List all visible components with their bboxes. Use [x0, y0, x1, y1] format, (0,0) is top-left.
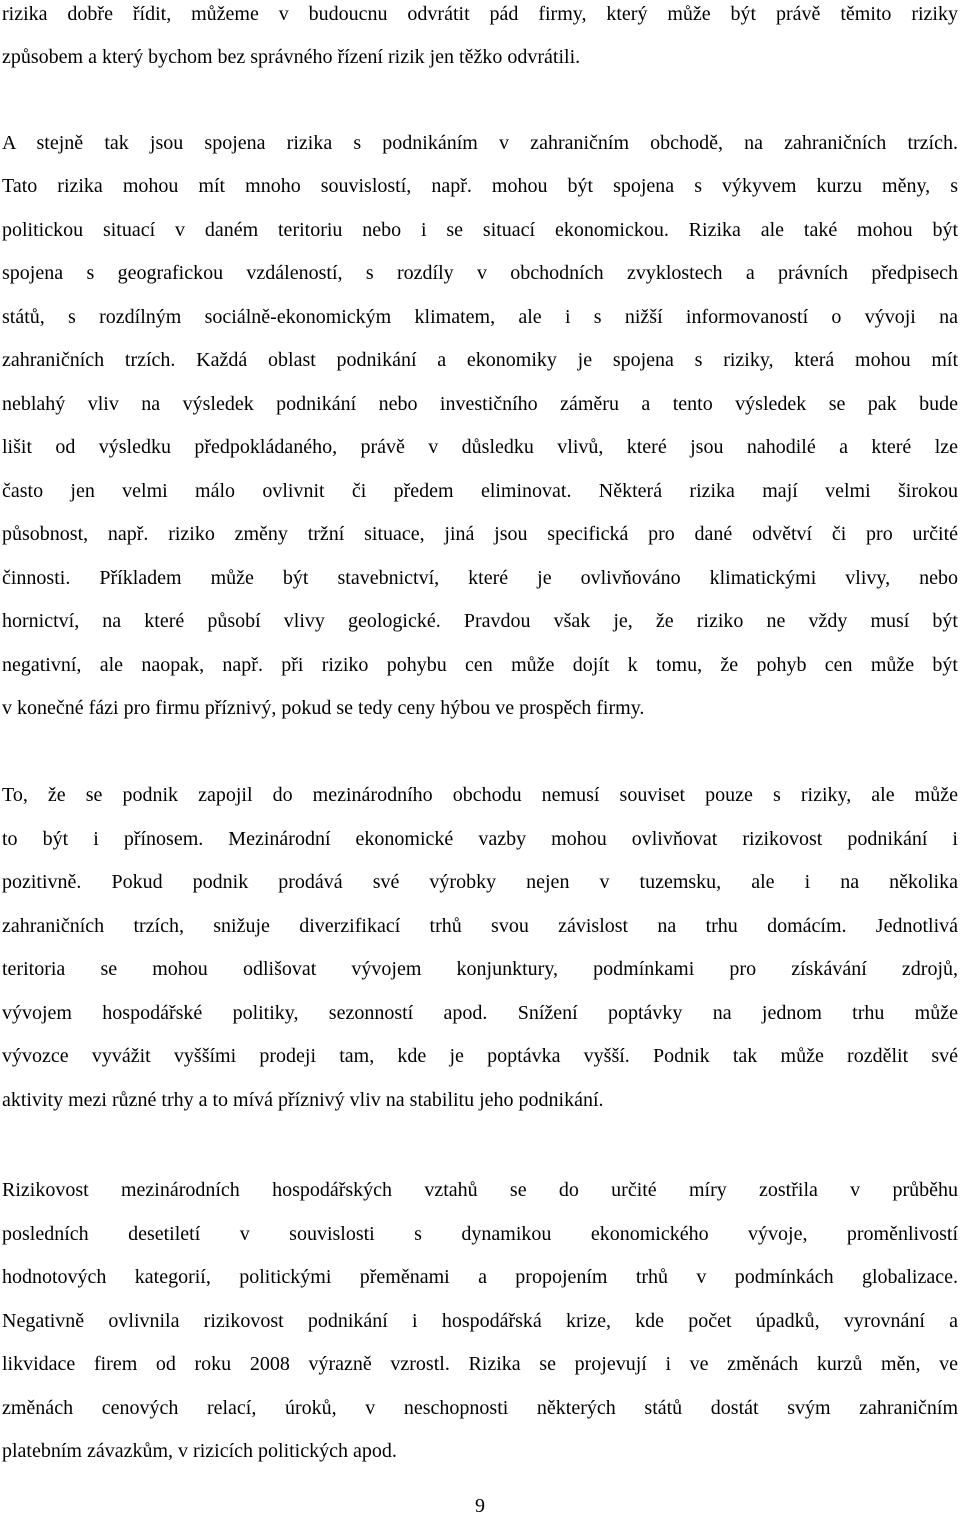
text-line: Rizikovost mezinárodních hospodářských vztahů se do určité míry zostřila v průběhu	[2, 1179, 958, 1201]
text-line: pozitivně. Pokud podnik prodává své výrobky nejen v tuzemsku, ale i na několika	[2, 871, 958, 893]
text-line: aktivity mezi různé trhy a to mívá příznivý vliv na stabilitu jeho podnikání.	[2, 1089, 604, 1111]
text-line: lišit od výsledku předpokládaného, právě v důsledku vlivů, které jsou nahodilé a které lze	[2, 436, 958, 458]
text-line: teritoria se mohou odlišovat vývojem konjunktury, podmínkami pro získávání zdrojů,	[2, 958, 958, 980]
text-line: platebním závazkům, v rizicích politických apod.	[2, 1440, 397, 1462]
text-line: A stejně tak jsou spojena rizika s podnikáním v zahraničním obchodě, na zahraničních trzích.	[2, 132, 958, 154]
text-line: rizika dobře řídit, můžeme v budoucnu odvrátit pád firmy, který může být právě těmito riziky	[2, 3, 958, 25]
text-line: neblahý vliv na výsledek podnikání nebo investičního záměru a tento výsledek se pak bude	[2, 393, 958, 415]
text-line: hodnotových kategorií, politickými přeměnami a propojením trhů v podmínkách globalizace.	[2, 1266, 958, 1288]
text-line: posledních desetiletí v souvislosti s dynamikou ekonomického vývoje, proměnlivostí	[2, 1223, 958, 1245]
text-line: v konečné fázi pro firmu příznivý, pokud se tedy ceny hýbou ve prospěch firmy.	[2, 697, 645, 719]
text-line: často jen velmi málo ovlivnit či předem eliminovat. Některá rizika mají velmi širokou	[2, 480, 958, 502]
text-line: Tato rizika mohou mít mnoho souvislostí, např. mohou být spojena s výkyvem kurzu měny, s	[2, 175, 958, 197]
text-line: hornictví, na které působí vlivy geologické. Pravdou však je, že riziko ne vždy musí být	[2, 610, 958, 632]
text-line: vývozce vyvážit vyššími prodeji tam, kde je poptávka vyšší. Podnik tak může rozdělit své	[2, 1045, 958, 1067]
text-line: vývojem hospodářské politiky, sezonností apod. Snížení poptávky na jednom trhu může	[2, 1002, 958, 1024]
text-line: změnách cenových relací, úroků, v neschopnosti některých států dostát svým zahraničním	[2, 1397, 958, 1419]
text-line: spojena s geografickou vzdáleností, s rozdíly v obchodních zvyklostech a právních předpisech	[2, 262, 958, 284]
text-line: činnosti. Příkladem může být stavebnictví, které je ovlivňováno klimatickými vlivy, nebo	[2, 567, 958, 589]
text-line: působnost, např. riziko změny tržní situace, jiná jsou specifická pro dané odvětví či pro určité	[2, 523, 958, 545]
text-line: politickou situací v daném teritoriu nebo i se situací ekonomickou. Rizika ale také mohou být	[2, 219, 958, 241]
text-line: likvidace firem od roku 2008 výrazně vzrostl. Rizika se projevují i ve změnách kurzů měn, ve	[2, 1353, 958, 1375]
text-line: zahraničních trzích. Každá oblast podnikání a ekonomiky je spojena s riziky, která mohou mít	[2, 349, 958, 371]
text-line: způsobem a který bychom bez správného řízení rizik jen těžko odvrátili.	[2, 46, 581, 68]
text-line: negativní, ale naopak, např. při riziko pohybu cen může dojít k tomu, že pohyb cen může být	[2, 654, 958, 676]
text-line: zahraničních trzích, snižuje diverzifikací trhů svou závislost na trhu domácím. Jednotlivá	[2, 915, 958, 937]
text-line: Negativně ovlivnila rizikovost podnikání i hospodářská krize, kde počet úpadků, vyrovnání a	[2, 1310, 958, 1332]
text-line: To, že se podnik zapojil do mezinárodního obchodu nemusí souviset pouze s riziky, ale může	[2, 784, 958, 806]
text-line: států, s rozdílným sociálně-ekonomickým klimatem, ale i s nižší informovaností o vývoji na	[2, 306, 958, 328]
page-number: 9	[475, 1495, 485, 1517]
text-line: to být i přínosem. Mezinárodní ekonomické vazby mohou ovlivňovat rizikovost podnikání i	[2, 828, 958, 850]
